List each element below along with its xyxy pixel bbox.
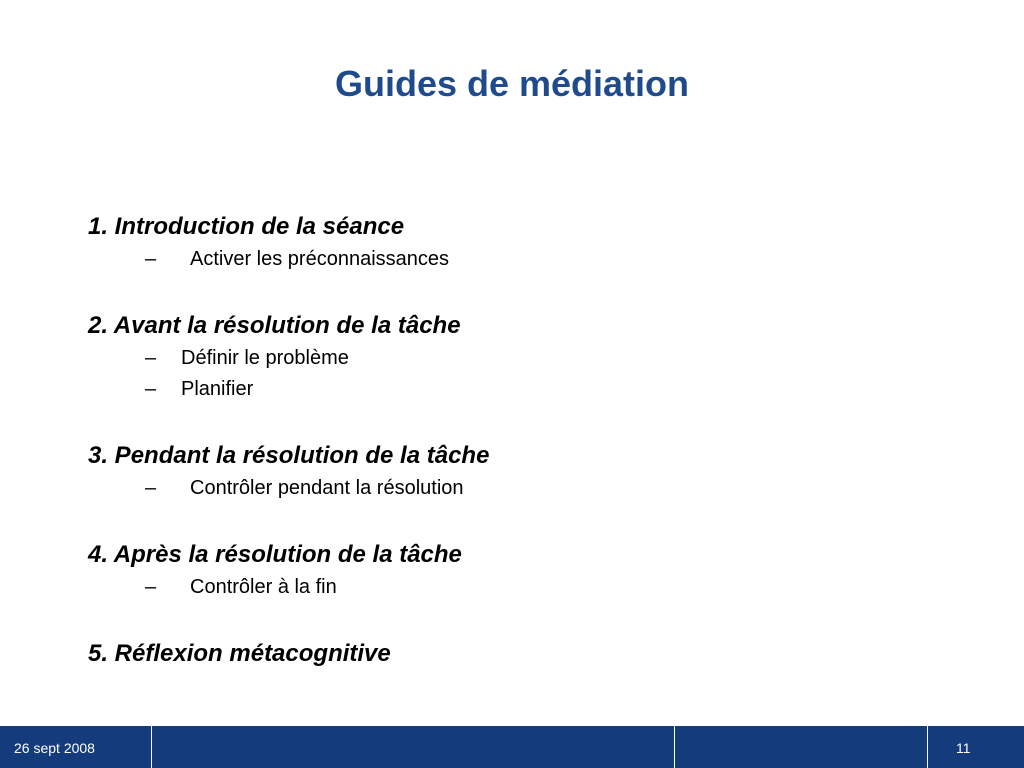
list-item [88, 473, 489, 504]
list-item-text: Contrôler à la fin [190, 576, 337, 598]
list-item-text: Planifier [181, 378, 254, 400]
footer-right-cell [675, 726, 928, 768]
list-item [88, 374, 489, 405]
footer-center-cell [152, 726, 675, 768]
section-heading: 4. Après la résolution de la tâche [88, 541, 462, 568]
section-heading: 3. Pendant la résolution de la tâche [88, 442, 490, 469]
slide-title: Guides de médiation [334, 63, 690, 104]
dash-bullet: – [145, 347, 157, 369]
list-item-text: Activer les préconnaissances [190, 248, 450, 270]
page-number: 11 [956, 740, 971, 756]
section-2 [88, 309, 489, 405]
section-1 [88, 210, 489, 275]
footer-date: 26 sept 2008 [14, 740, 95, 756]
section-4 [88, 538, 489, 603]
list-item [88, 572, 489, 603]
footer-date-cell [0, 726, 152, 768]
slide-footer [0, 724, 1024, 768]
list-item-text: Définir le problème [181, 347, 349, 369]
section-heading: 1. Introduction de la séance [88, 213, 405, 240]
dash-bullet: – [145, 248, 157, 270]
list-item-text: Contrôler pendant la résolution [190, 477, 464, 499]
dash-bullet: – [145, 378, 157, 400]
section-5 [88, 637, 489, 671]
slide-content [88, 210, 489, 671]
list-item [88, 343, 489, 374]
dash-bullet: – [145, 477, 157, 499]
list-item [88, 244, 489, 275]
dash-bullet: – [145, 576, 157, 598]
section-heading: 2. Avant la résolution de la tâche [88, 312, 461, 339]
section-heading: 5. Réflexion métacognitive [88, 640, 391, 667]
section-3 [88, 439, 489, 504]
